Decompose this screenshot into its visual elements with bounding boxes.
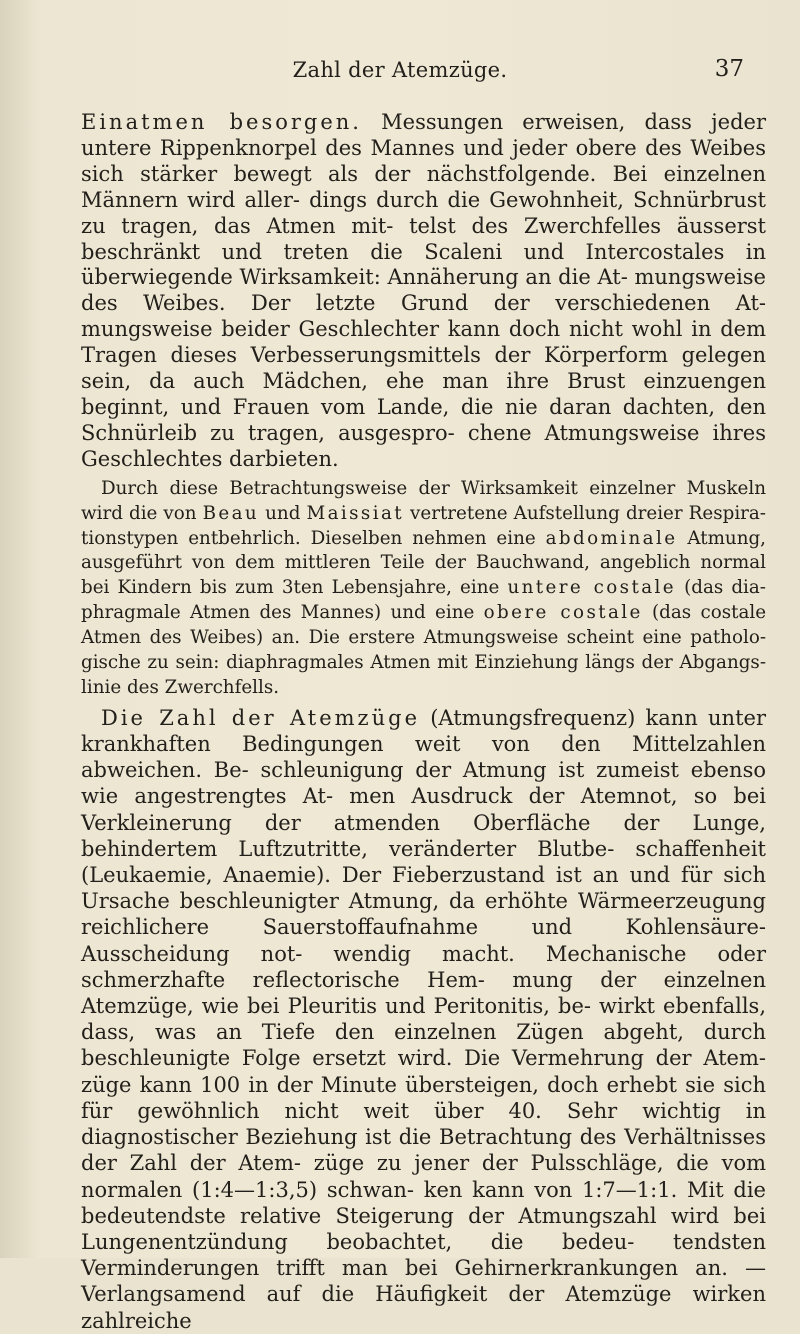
paragraph-text: Messungen erweisen, dass jeder untere Rippenknorpel des Mannes und jeder obere des Weibes sich stärker bewegt als der nächstfolgende. Bei einzelnen Männern wird aller- dings durch die Gewohnheit, Schnürbrust zu tragen, das Atmen mit- telst des Zwerchfelles äusserst beschränkt und treten die Scaleni und Intercostales in überwiegende Wirksamkeit: Annäherung an die At- mungsweise des Weibes. Der letzte Grund der verschiedenen At- mungsweise beider Geschlechter kann doch nicht wohl in dem Tragen dieses Verbesserungsmittels der Körperform gelegen sein, da auch Mädchen, ehe man ihre Brust einzuengen beginnt, und Frauen vom Lande, die nie daran dachten, den Schnürleib zu tragen, ausgespro- chene Atmungsweise ihres Geschlechtes darbieten.: [81, 110, 766, 471]
spaced-lead-phrase: Einatmen besorgen.: [81, 110, 362, 134]
paragraph-2-small-print: [81, 477, 766, 701]
term-abdominale: abdominale: [545, 527, 678, 549]
term-untere-costale: untere costale: [507, 577, 676, 599]
page-header: [0, 58, 800, 98]
spaced-lead-phrase: Die Zahl der Atemzüge: [101, 705, 420, 730]
author-name-beau: Beau: [202, 502, 260, 524]
paragraph-text: Atmung, ausgeführt von dem mittleren Teile der Bauchwand, angeblich normal bei Kindern bis zum 3ten Lebensjahre, eine: [81, 527, 766, 599]
paragraph-text: (das dia- phragmale Atmen des Mannes) und eine: [81, 577, 766, 624]
paragraph-1: [81, 110, 766, 473]
paragraph-text: vertretene Aufstellung dreier Respira- tionstypen entbehrlich. Dieselben nehmen eine: [81, 502, 766, 549]
author-name-maissiat: Maissiat: [306, 502, 404, 524]
paragraph-3: [81, 705, 766, 1334]
paragraph-text: Durch diese Betrachtungsweise der Wirksamkeit einzelner Muskeln wird die von: [81, 477, 766, 524]
paragraph-text: (Atmungsfrequenz) kann unter krankhaften Bedingungen weit von den Mittelzahlen abweichen. Be- schleunigung der Atmung ist zumeist ebenso wie angestrengtes At- men Ausdruck der Atemnot, so bei Verkleinerung der atmenden Oberfläche der Lunge, behindertem Luftzutritte, veränderter Blutbe- schaffenheit (Leukaemie, Anaemie). Der Fieberzustand ist an und für sich Ursache beschleunigter Atmung, da erhöhte Wärmeerzeugung reichlichere Sauerstoffaufnahme und Kohlensäure-Ausscheidung not- wendig macht. Mechanische oder schmerzhafte reflectorische Hem- mung der einzelnen Atemzüge, wie bei Pleuritis und Peritonitis, be- wirkt ebenfalls, dass, was an Tiefe den einzelnen Zügen abgeht, durch beschleunigte Folge ersetzt wird. Die Vermehrung der Atem- züge kann 100 in der Minute übersteigen, doch erhebt sie sich für gewöhnlich nicht weit über 40. Sehr wichtig in diagnostischer Beziehung ist die Betrachtung des Verhältnisses der Zahl der Atem- züge zu jener der Pulsschläge, die vom normalen (1:4—1:3,5) schwan- ken kann von 1:7—1:1. Mit die bedeutendste relative Steigerung der Atmungszahl wird bei Lungenentzündung beobachtet, die bedeu- tendsten Verminderungen trifft man bei Gehirnerkrankungen an. — Verlangsamend auf die Häufigkeit der Atemzüge wirken zahlreiche: [81, 705, 766, 1333]
term-obere-costale: obere costale: [483, 602, 643, 624]
text-body: [81, 110, 766, 1334]
paragraph-text: (das costale Atmen des Weibes) an. Die erstere Atmungsweise scheint eine patholo- gische zu sein: diaphragmales Atmen mit Einziehung längs der Abgangs- linie des Zwerchfells.: [81, 602, 767, 698]
paragraph-text: und: [259, 502, 307, 524]
running-title: Zahl der Atemzüge.: [292, 58, 508, 82]
page-number: 37: [714, 56, 744, 82]
